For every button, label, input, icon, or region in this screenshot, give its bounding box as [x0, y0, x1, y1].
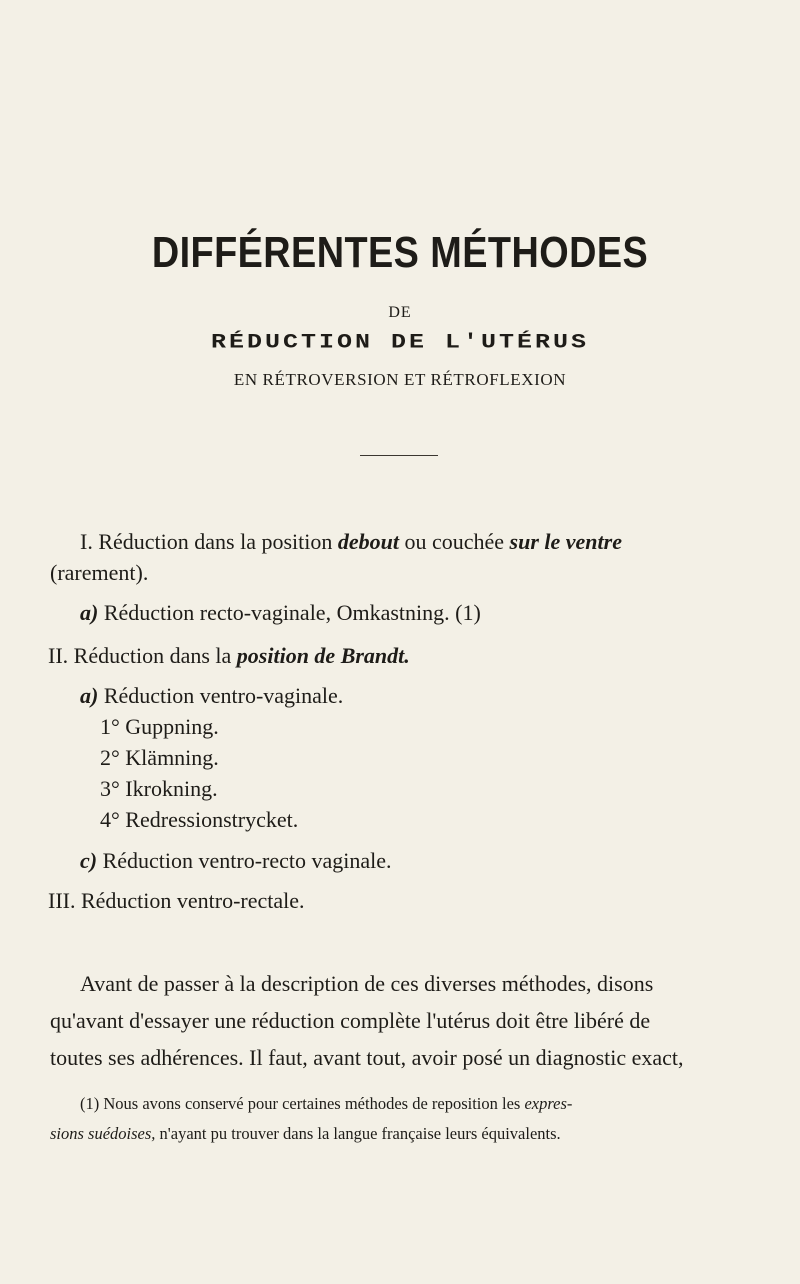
outline-item-1-prefix: I. Réduction dans la position — [80, 529, 338, 554]
step-item: 1° Guppning. — [100, 714, 219, 739]
outline-item-2-sub-a — [80, 683, 343, 709]
outline-item-1-sub-a — [80, 600, 481, 626]
footnote-line-2 — [50, 1124, 561, 1144]
paragraph-line: qu'avant d'essayer une réduction complète l'utérus doit être libéré de — [50, 1008, 651, 1033]
sub-c-marker: c) — [80, 848, 98, 873]
sub-a-text: Réduction recto-vaginale, Omkastning. (1) — [98, 600, 481, 625]
outline-item-2-brandt: position de Brandt. — [236, 643, 410, 668]
outline-item-1 — [80, 529, 622, 555]
outline-item-2-prefix: II. Réduction dans la — [48, 643, 237, 668]
footnote-text: n'ayant pu trouver dans la langue française leurs équivalents. — [155, 1124, 561, 1143]
sub-a-marker: a) — [80, 600, 99, 625]
paragraph-line: toutes ses adhérences. Il faut, avant tout, avoir posé un diagnostic exact, — [50, 1045, 684, 1070]
step-item: 4° Redressionstrycket. — [100, 807, 299, 832]
outline-item-1-continuation: (rarement). — [50, 560, 149, 585]
step-item: 2° Klämning. — [100, 745, 219, 770]
paragraph-line: Avant de passer à la description de ces diverses méthodes, disons — [80, 971, 654, 996]
main-title: DIFFÉRENTES MÉTHODES — [151, 228, 649, 277]
step-item: 3° Ikrokning. — [100, 776, 218, 801]
footnote-emphasis: expres- — [524, 1094, 573, 1113]
footnote-text: (1) Nous avons conservé pour certaines méthodes de reposition les — [80, 1094, 525, 1113]
outline-item-1-ventre: sur le ventre — [509, 529, 622, 554]
section-divider — [360, 455, 438, 456]
sub-c-text: Réduction ventro-recto vaginale. — [97, 848, 392, 873]
outline-item-1-debout: debout — [337, 529, 399, 554]
subtitle-secondary: EN RÉTROVERSION ET RÉTROFLEXION — [233, 370, 567, 389]
footnote-emphasis: sions suédoises, — [50, 1124, 156, 1143]
sub-a-text: Réduction ventro-vaginale. — [98, 683, 344, 708]
outline-item-1-mid: ou couchée — [398, 529, 510, 554]
outline-item-2 — [48, 643, 410, 669]
outline-item-2-sub-c — [80, 848, 392, 874]
subtitle: RÉDUCTION DE L'UTÉRUS — [210, 330, 590, 355]
title-connector: DE — [388, 304, 412, 321]
footnote-line-1 — [80, 1094, 572, 1114]
outline-item-3: III. Réduction ventro-rectale. — [48, 888, 305, 913]
sub-a-marker: a) — [80, 683, 99, 708]
